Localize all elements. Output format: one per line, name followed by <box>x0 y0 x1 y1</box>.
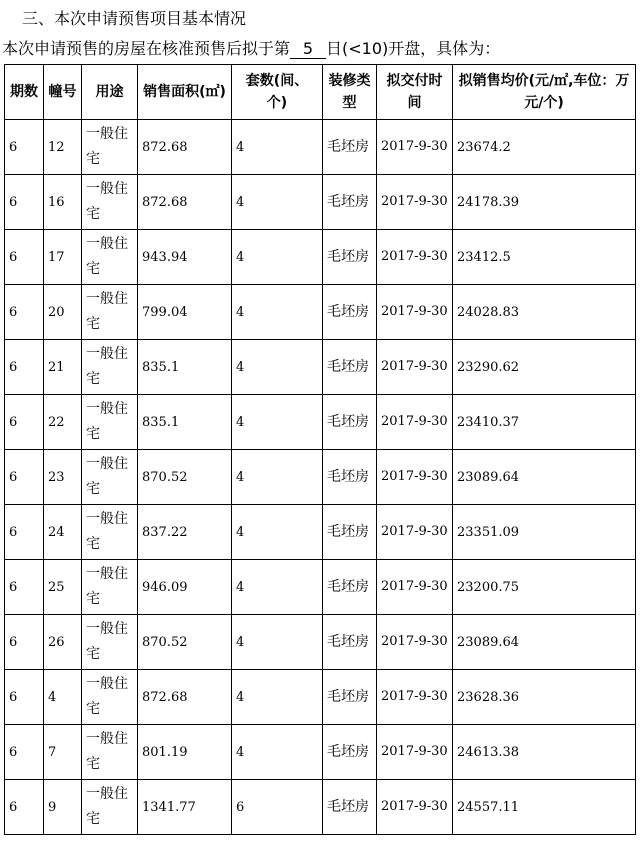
cell-units: 4 <box>232 615 323 670</box>
cell-units: 4 <box>232 285 323 340</box>
cell-units: 4 <box>232 395 323 450</box>
cell-decoration: 毛坯房 <box>323 285 377 340</box>
cell-phase: 6 <box>5 285 44 340</box>
cell-units: 4 <box>232 120 323 175</box>
cell-decoration: 毛坯房 <box>323 505 377 560</box>
cell-phase: 6 <box>5 450 44 505</box>
cell-delivery: 2017-9-30 <box>377 725 453 780</box>
cell-use: 一般住宅 <box>82 340 138 395</box>
cell-units: 4 <box>232 725 323 780</box>
cell-building: 22 <box>44 395 82 450</box>
cell-price: 24178.39 <box>453 175 636 230</box>
table-row <box>5 725 636 780</box>
cell-delivery: 2017-9-30 <box>377 120 453 175</box>
cell-units: 4 <box>232 560 323 615</box>
cell-delivery: 2017-9-30 <box>377 615 453 670</box>
cell-use: 一般住宅 <box>82 560 138 615</box>
cell-decoration: 毛坯房 <box>323 780 377 835</box>
cell-building: 12 <box>44 120 82 175</box>
cell-building: 17 <box>44 230 82 285</box>
header-units: 套数(间、个) <box>232 65 323 120</box>
cell-area: 872.68 <box>138 120 232 175</box>
cell-area: 872.68 <box>138 175 232 230</box>
cell-area: 835.1 <box>138 395 232 450</box>
table-row <box>5 560 636 615</box>
table-row <box>5 175 636 230</box>
table-body <box>5 120 636 835</box>
table-row <box>5 615 636 670</box>
cell-delivery: 2017-9-30 <box>377 780 453 835</box>
cell-price: 23628.36 <box>453 670 636 725</box>
cell-phase: 6 <box>5 725 44 780</box>
cell-delivery: 2017-9-30 <box>377 340 453 395</box>
cell-price: 24028.83 <box>453 285 636 340</box>
table-row <box>5 285 636 340</box>
cell-units: 4 <box>232 670 323 725</box>
header-use: 用途 <box>82 65 138 120</box>
cell-delivery: 2017-9-30 <box>377 560 453 615</box>
cell-delivery: 2017-9-30 <box>377 450 453 505</box>
cell-decoration: 毛坯房 <box>323 175 377 230</box>
cell-area: 1341.77 <box>138 780 232 835</box>
cell-phase: 6 <box>5 615 44 670</box>
cell-phase: 6 <box>5 560 44 615</box>
cell-area: 835.1 <box>138 340 232 395</box>
cell-building: 26 <box>44 615 82 670</box>
cell-use: 一般住宅 <box>82 725 138 780</box>
cell-building: 4 <box>44 670 82 725</box>
table-row <box>5 230 636 285</box>
cell-area: 872.68 <box>138 670 232 725</box>
presale-table <box>4 64 636 835</box>
table-row <box>5 670 636 725</box>
table-row <box>5 780 636 835</box>
opening-day: 5 <box>290 40 326 59</box>
cell-decoration: 毛坯房 <box>323 120 377 175</box>
cell-use: 一般住宅 <box>82 450 138 505</box>
header-delivery: 拟交付时间 <box>377 65 453 120</box>
cell-decoration: 毛坯房 <box>323 670 377 725</box>
cell-building: 9 <box>44 780 82 835</box>
cell-decoration: 毛坯房 <box>323 725 377 780</box>
cell-delivery: 2017-9-30 <box>377 175 453 230</box>
cell-decoration: 毛坯房 <box>323 560 377 615</box>
cell-price: 24557.11 <box>453 780 636 835</box>
cell-use: 一般住宅 <box>82 120 138 175</box>
cell-price: 23089.64 <box>453 450 636 505</box>
cell-price: 23089.64 <box>453 615 636 670</box>
table-row <box>5 120 636 175</box>
cell-phase: 6 <box>5 780 44 835</box>
cell-use: 一般住宅 <box>82 285 138 340</box>
cell-area: 946.09 <box>138 560 232 615</box>
cell-units: 4 <box>232 340 323 395</box>
cell-decoration: 毛坯房 <box>323 615 377 670</box>
cell-phase: 6 <box>5 395 44 450</box>
header-decoration: 装修类型 <box>323 65 377 120</box>
cell-delivery: 2017-9-30 <box>377 395 453 450</box>
cell-delivery: 2017-9-30 <box>377 230 453 285</box>
cell-delivery: 2017-9-30 <box>377 285 453 340</box>
table-row <box>5 450 636 505</box>
table-header-row <box>5 65 636 120</box>
intro-line <box>2 38 500 60</box>
cell-area: 870.52 <box>138 450 232 505</box>
cell-phase: 6 <box>5 175 44 230</box>
cell-use: 一般住宅 <box>82 505 138 560</box>
cell-price: 23412.5 <box>453 230 636 285</box>
cell-building: 20 <box>44 285 82 340</box>
cell-decoration: 毛坯房 <box>323 450 377 505</box>
cell-units: 4 <box>232 230 323 285</box>
table-row <box>5 395 636 450</box>
section-heading: 三、本次申请预售项目基本情况 <box>22 9 247 28</box>
intro-after: 日(<10)开盘，具体为： <box>326 39 501 58</box>
cell-units: 4 <box>232 175 323 230</box>
cell-area: 837.22 <box>138 505 232 560</box>
header-building: 幢号 <box>44 65 82 120</box>
cell-price: 24613.38 <box>453 725 636 780</box>
cell-building: 25 <box>44 560 82 615</box>
cell-decoration: 毛坯房 <box>323 395 377 450</box>
cell-building: 16 <box>44 175 82 230</box>
cell-decoration: 毛坯房 <box>323 340 377 395</box>
cell-area: 799.04 <box>138 285 232 340</box>
cell-units: 4 <box>232 450 323 505</box>
cell-area: 870.52 <box>138 615 232 670</box>
cell-phase: 6 <box>5 120 44 175</box>
cell-use: 一般住宅 <box>82 230 138 285</box>
table-row <box>5 505 636 560</box>
cell-price: 23674.2 <box>453 120 636 175</box>
header-price: 拟销售均价(元/㎡,车位：万元/个) <box>453 65 636 120</box>
cell-decoration: 毛坯房 <box>323 230 377 285</box>
cell-delivery: 2017-9-30 <box>377 670 453 725</box>
cell-units: 6 <box>232 780 323 835</box>
cell-price: 23200.75 <box>453 560 636 615</box>
cell-area: 801.19 <box>138 725 232 780</box>
cell-delivery: 2017-9-30 <box>377 505 453 560</box>
cell-price: 23410.37 <box>453 395 636 450</box>
header-phase: 期数 <box>5 65 44 120</box>
cell-units: 4 <box>232 505 323 560</box>
cell-phase: 6 <box>5 505 44 560</box>
cell-building: 23 <box>44 450 82 505</box>
cell-price: 23351.09 <box>453 505 636 560</box>
cell-building: 21 <box>44 340 82 395</box>
cell-use: 一般住宅 <box>82 615 138 670</box>
cell-building: 24 <box>44 505 82 560</box>
cell-area: 943.94 <box>138 230 232 285</box>
cell-phase: 6 <box>5 670 44 725</box>
cell-use: 一般住宅 <box>82 670 138 725</box>
cell-use: 一般住宅 <box>82 175 138 230</box>
cell-use: 一般住宅 <box>82 395 138 450</box>
header-area: 销售面积(㎡) <box>138 65 232 120</box>
cell-building: 7 <box>44 725 82 780</box>
cell-phase: 6 <box>5 230 44 285</box>
cell-price: 23290.62 <box>453 340 636 395</box>
cell-phase: 6 <box>5 340 44 395</box>
table-row <box>5 340 636 395</box>
intro-before: 本次申请预售的房屋在核准预售后拟于第 <box>2 39 291 58</box>
cell-use: 一般住宅 <box>82 780 138 835</box>
